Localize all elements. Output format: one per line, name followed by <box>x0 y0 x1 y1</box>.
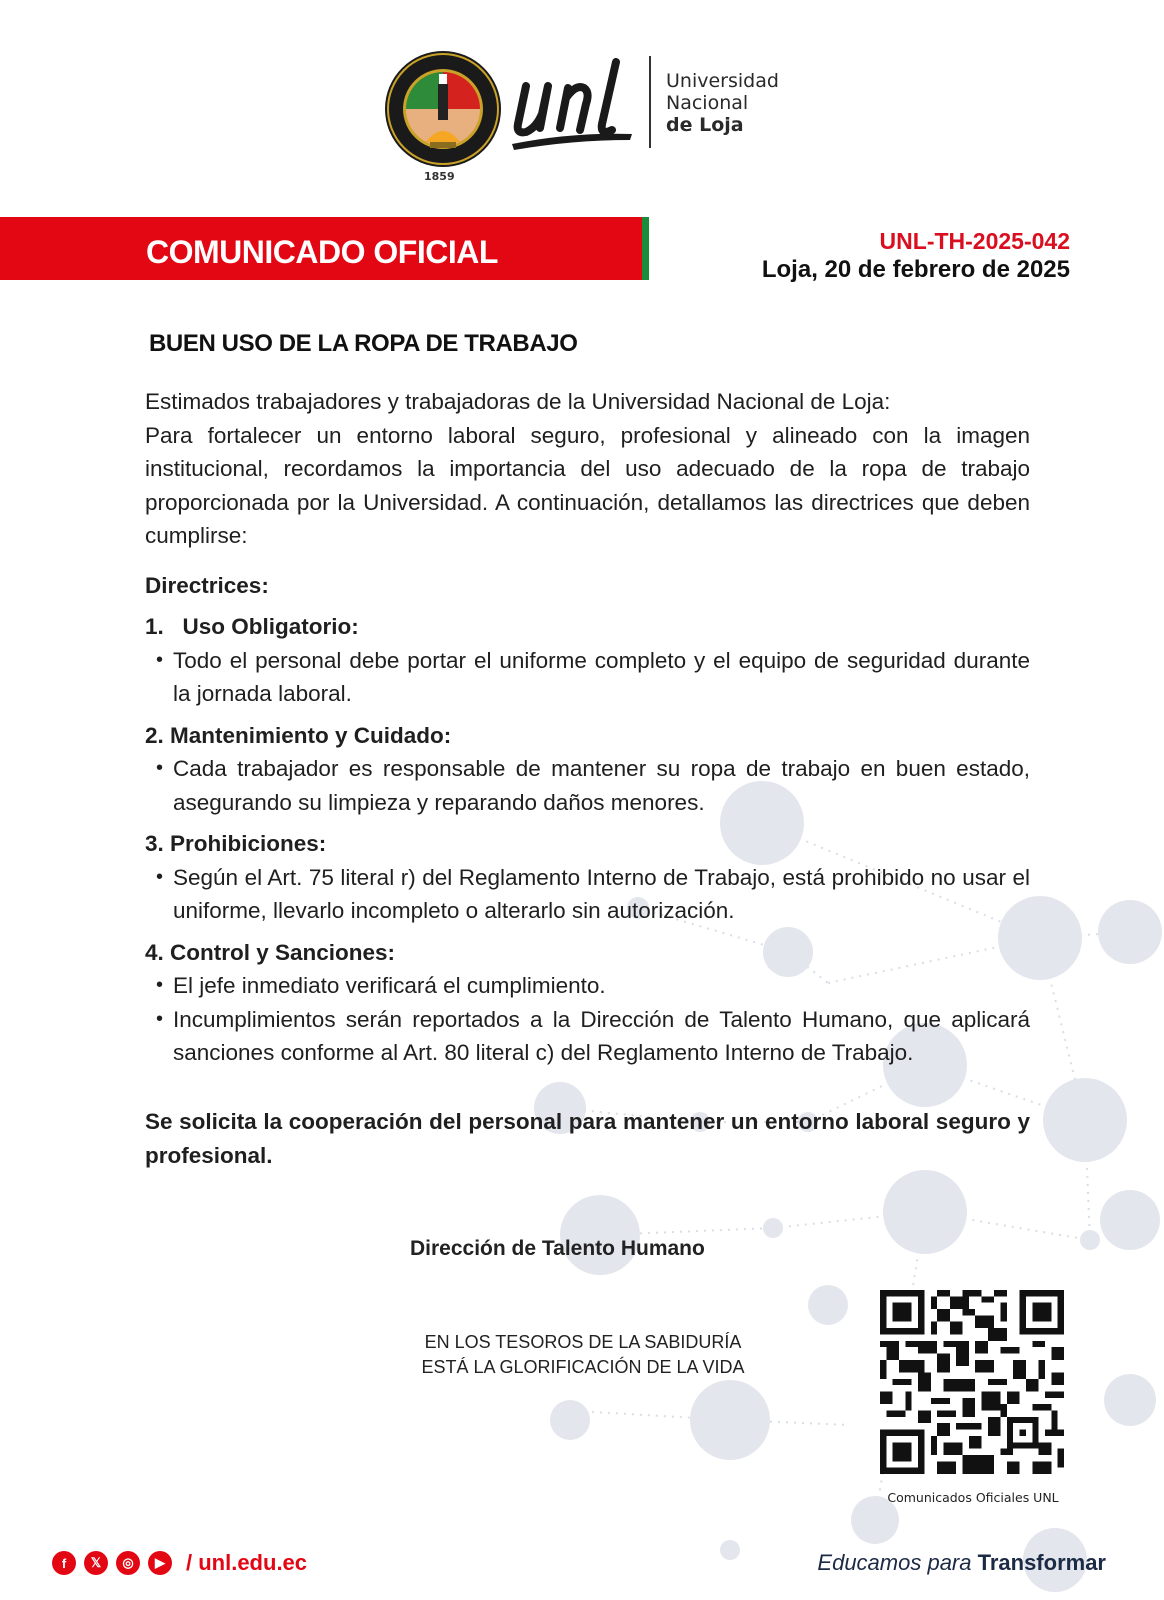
document-code: UNL-TH-2025-042 <box>879 228 1070 254</box>
university-name-line-2: Nacional <box>666 92 749 114</box>
directive-bullet: • Cada trabajador es responsable de mantener su ropa de trabajo en buen estado, asegurando su limpieza y reparando daños menores. <box>145 752 1030 819</box>
logo-divider <box>649 56 651 148</box>
directives-label: Directrices: <box>145 572 269 598</box>
banner-title: COMUNICADO OFICIAL <box>146 234 498 270</box>
signer-department: Dirección de Talento Humano <box>410 1237 705 1260</box>
institutional-motto <box>402 1330 764 1380</box>
social-links <box>52 1550 307 1576</box>
university-seal-logo <box>384 50 502 168</box>
website-link[interactable]: / unl.edu.ec <box>186 1550 308 1575</box>
directive-1 <box>145 610 1030 711</box>
banner-green-stripe <box>642 217 649 280</box>
facebook-icon[interactable]: f <box>52 1551 76 1575</box>
directive-2 <box>145 719 1030 820</box>
motto-line-1: EN LOS TESOROS DE LA SABIDURÍA <box>424 1332 742 1352</box>
unl-wordmark-logo <box>512 58 632 153</box>
intro-paragraph: Para fortalecer un entorno laboral seguro, profesional y alineado con la imagen institucional, recordamos la importancia del uso adecuado de la ropa de trabajo proporcionada por la Universidad. A continuación, detallamos las directrices que deben cumplirse: <box>145 422 1030 548</box>
university-name <box>666 70 779 136</box>
place-date: Loja, 20 de febrero de 2025 <box>761 256 1070 283</box>
motto-line-2: ESTÁ LA GLORIFICACIÓN DE LA VIDA <box>421 1357 745 1377</box>
directive-heading: 1. Uso Obligatorio: <box>145 614 359 639</box>
qr-code[interactable] <box>880 1290 1064 1474</box>
directive-heading: 4. Control y Sanciones: <box>145 939 396 965</box>
slogan <box>817 1550 1106 1576</box>
university-name-line-1: Universidad <box>666 70 779 92</box>
directive-bullet: • Todo el personal debe portar el uniforme completo y el equipo de seguridad durante la jornada laboral. <box>145 644 1030 711</box>
slogan-part-2: Transformar <box>977 1550 1106 1575</box>
directive-bullet: • Incumplimientos serán reportados a la Dirección de Talento Humano, que aplicará sanciones conforme al Art. 80 literal c) del Reglamento Interno de Trabajo. <box>145 1003 1030 1070</box>
slogan-part-1: Educamos para <box>817 1550 978 1575</box>
document-body <box>145 385 1030 1070</box>
youtube-icon[interactable]: ▶ <box>148 1551 172 1575</box>
greeting: Estimados trabajadores y trabajadoras de la Universidad Nacional de Loja: <box>145 389 891 414</box>
directive-4 <box>145 936 1030 1070</box>
directive-heading: 2. Mantenimiento y Cuidado: <box>145 722 452 748</box>
university-name-line-3: de Loja <box>666 114 744 136</box>
directive-heading: 3. Prohibiciones: <box>145 831 327 856</box>
directive-bullet: • El jefe inmediato verificará el cumplimiento. <box>145 969 1030 1003</box>
instagram-icon[interactable]: ◎ <box>116 1551 140 1575</box>
closing-statement: Se solicita la cooperación del personal para mantener un entorno laboral seguro y profesional. <box>145 1109 1030 1168</box>
document-title: BUEN USO DE LA ROPA DE TRABAJO <box>149 330 578 357</box>
directive-3 <box>145 827 1030 928</box>
directive-bullet: • Según el Art. 75 literal r) del Reglamento Interno de Trabajo, está prohibido no usar el uniforme, llevarlo incompleto o alterarlo sin autorización. <box>145 861 1030 928</box>
x-icon[interactable]: 𝕏 <box>84 1551 108 1575</box>
seal-year: 1859 <box>424 170 455 183</box>
document-reference <box>762 227 1070 285</box>
qr-caption: Comunicados Oficiales UNL <box>887 1490 1059 1505</box>
